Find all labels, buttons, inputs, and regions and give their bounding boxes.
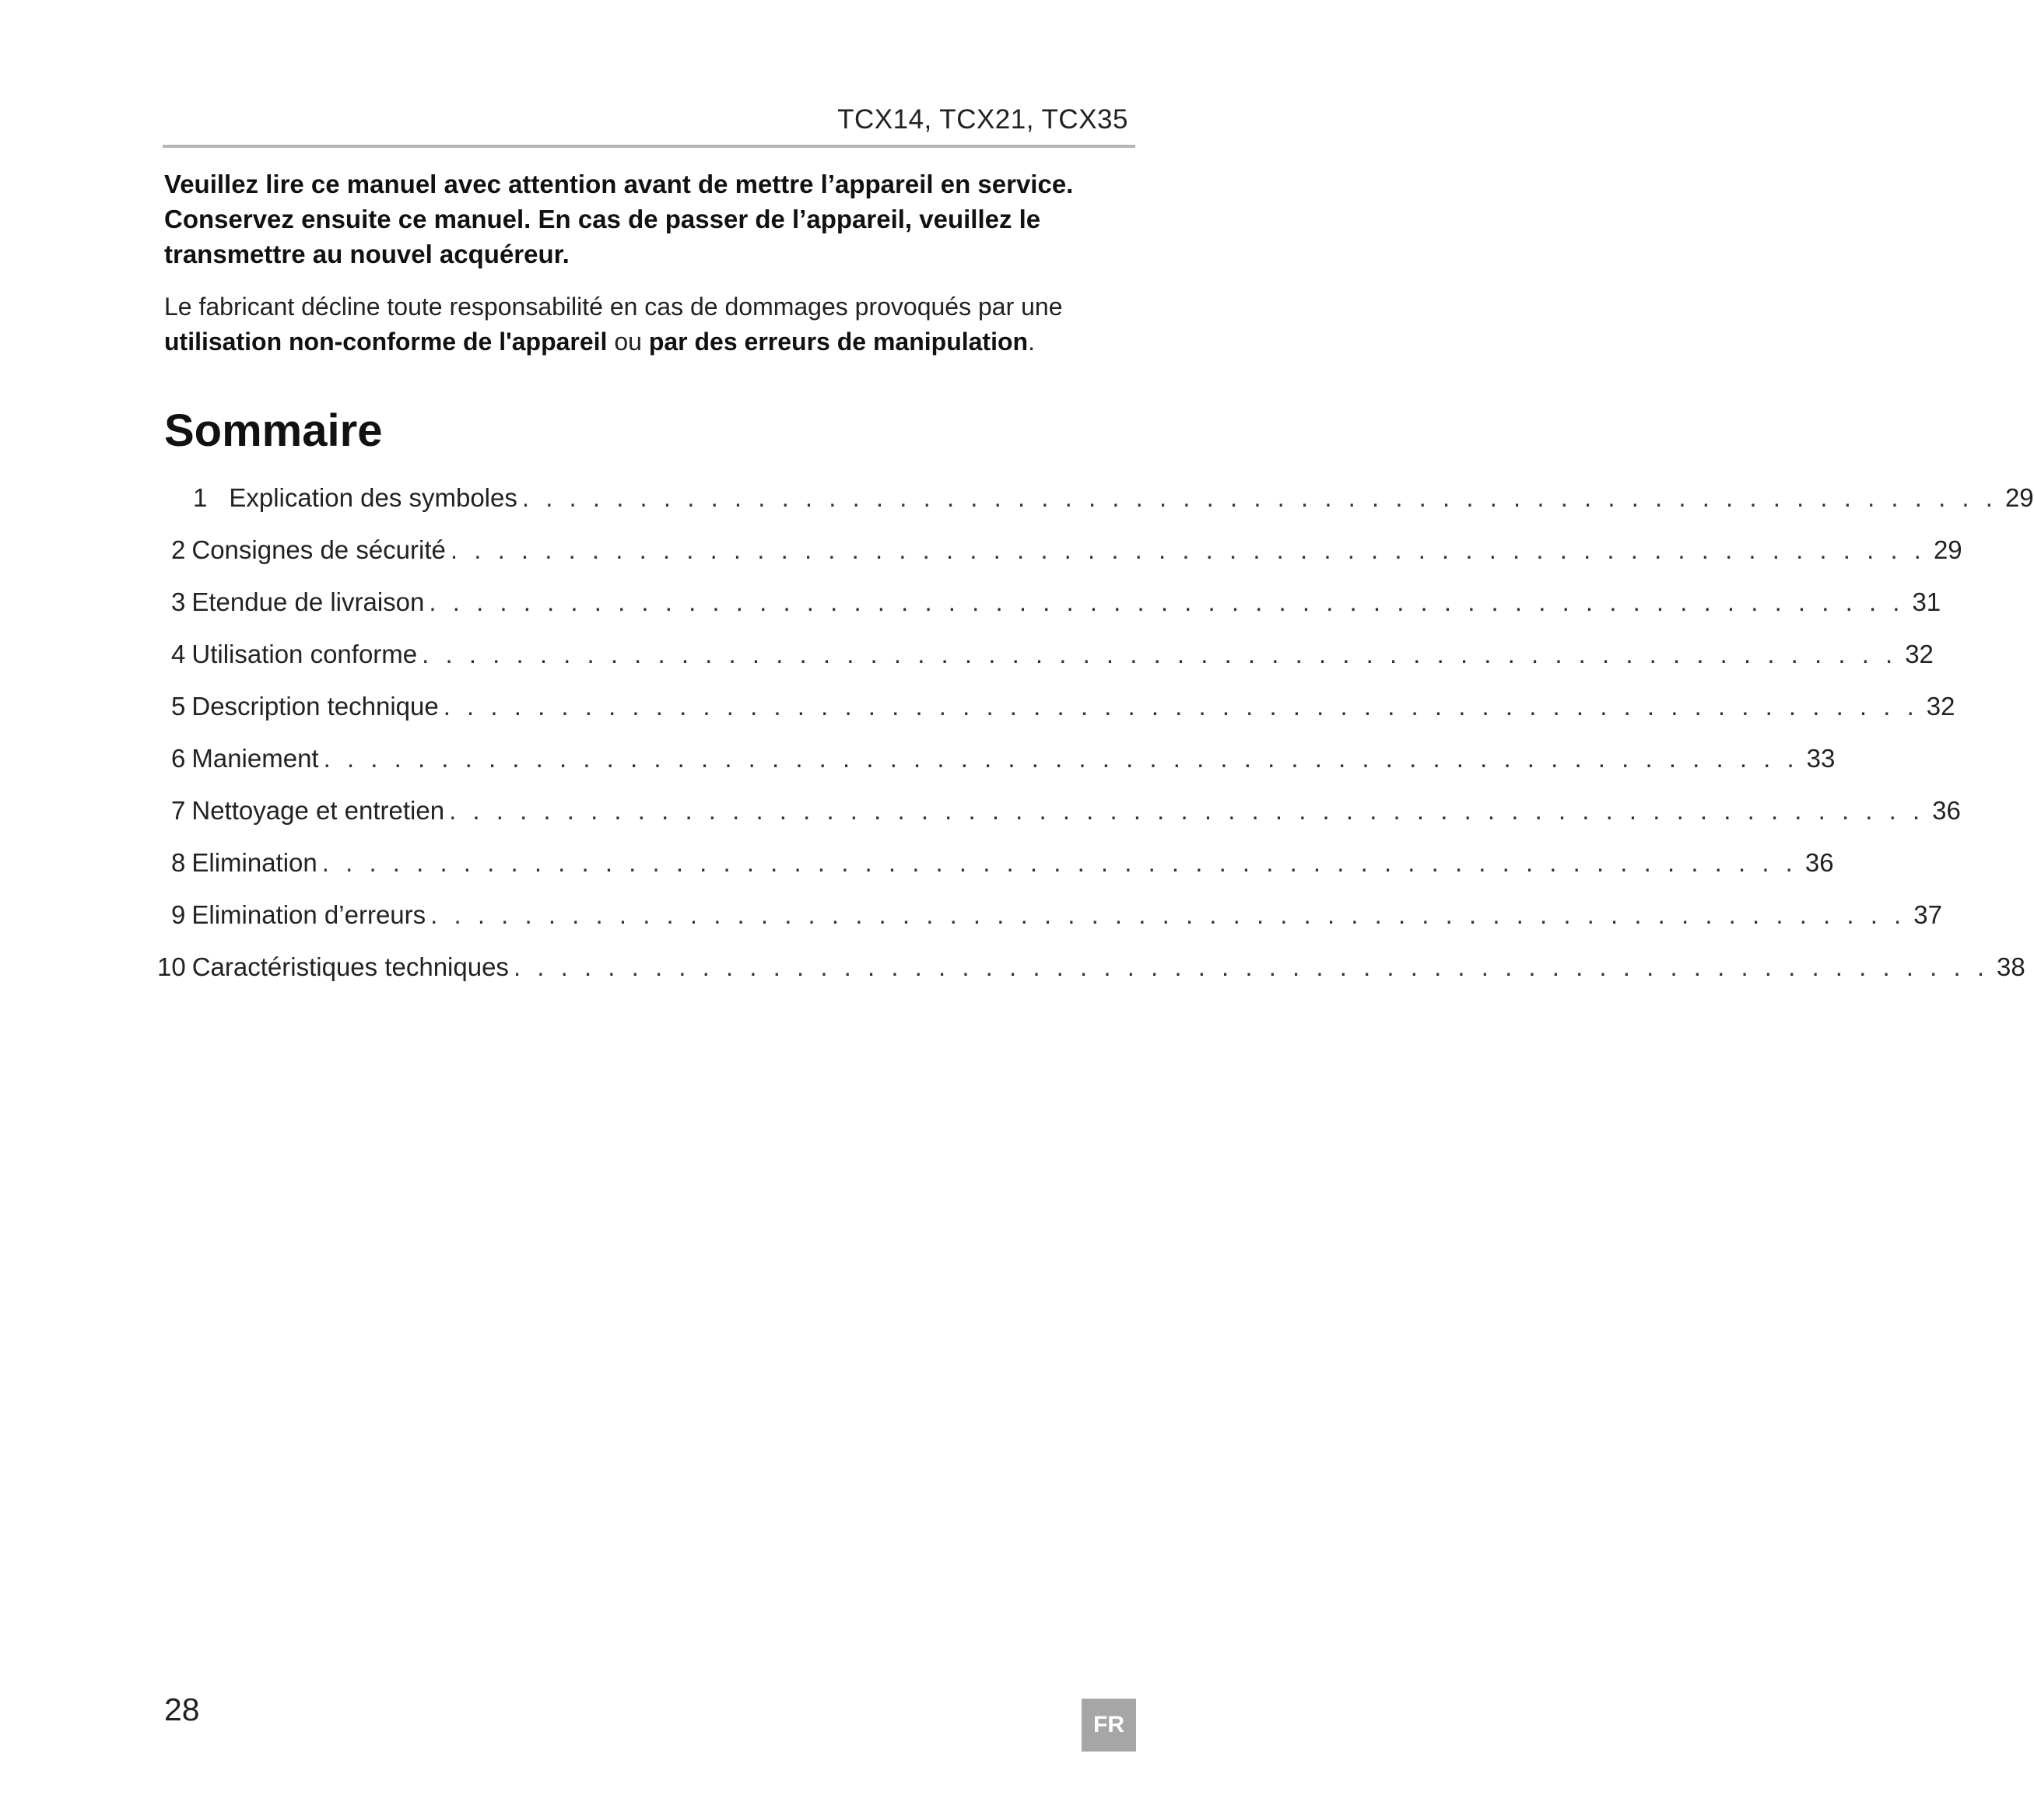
disclaimer-bold-errors: par des erreurs de manipulation xyxy=(648,328,1029,356)
page-number: 28 xyxy=(164,1692,200,1727)
header-models: TCX14, TCX21, TCX35 xyxy=(837,104,1128,135)
toc-entry-label: Elimination d’erreurs xyxy=(191,900,426,929)
toc-entry[interactable] xyxy=(171,742,1836,776)
toc-entry-label: Utilisation conforme xyxy=(191,640,418,668)
toc-entry-page: 36 xyxy=(1804,848,1834,877)
toc-leader-dots: . . . . . . . . . . . . . . . . . . . . . . . . . . . . . . . . . . . . . . . . . . . . . . . . . . . . . . . . . . . . . . . xyxy=(450,535,1926,564)
toc-entry-number: 2 xyxy=(171,535,186,564)
toc-entry-page: 32 xyxy=(1905,640,1934,668)
toc-entry[interactable] xyxy=(171,846,1834,880)
toc-entry-label: Caractéristiques techniques xyxy=(191,952,509,981)
toc-leader-dots: . . . . . . . . . . . . . . . . . . . . . . . . . . . . . . . . . . . . . . . . . . . . . . . . . . . . . . . . . . . . . . . xyxy=(449,796,1925,825)
toc-entry-label: Explication des symboles xyxy=(229,483,517,512)
toc-entry-label: Description technique xyxy=(191,692,439,721)
toc-entry-page: 31 xyxy=(1912,587,1941,616)
toc-leader-dots: . . . . . . . . . . . . . . . . . . . . . . . . . . . . . . . . . . . . . . . . . . . . . . . . . . . . . . . . . . . . . . . xyxy=(513,952,1989,981)
toc-entry[interactable] xyxy=(171,637,1934,672)
toc-leader-dots: . . . . . . . . . . . . . . . . . . . . . . . . . . . . . . . . . . . . . . . . . . . . . . . . . . . . . . . . . . . . . . . xyxy=(429,587,1905,616)
toc-entry[interactable] xyxy=(171,898,1942,932)
disclaimer-end: . xyxy=(1028,328,1035,356)
header-divider xyxy=(163,145,1135,148)
toc-title: Sommaire xyxy=(164,405,383,456)
language-badge: FR xyxy=(1082,1699,1136,1752)
disclaimer-bold-misuse: utilisation non-conforme de l'appareil xyxy=(164,328,608,356)
disclaimer-text-or: ou xyxy=(607,328,649,356)
toc-entry-label: Maniement xyxy=(191,744,319,773)
toc-entry-page: 33 xyxy=(1806,744,1836,773)
toc-entry-number: 3 xyxy=(171,587,186,616)
toc-leader-dots: . . . . . . . . . . . . . . . . . . . . . . . . . . . . . . . . . . . . . . . . . . . . . . . . . . . . . . . . . . . . . . . xyxy=(430,900,1906,929)
toc-entry-label: Consignes de sécurité xyxy=(191,535,446,564)
toc-entry[interactable] xyxy=(171,585,1941,619)
toc-entry[interactable] xyxy=(171,689,1955,724)
liability-disclaimer xyxy=(164,289,1137,359)
toc-entry[interactable] xyxy=(171,794,1961,828)
read-manual-warning: Veuillez lire ce manuel avec attention avant de mettre l’appareil en service. Conservez ensuite ce manuel. En cas de passer de l’appareil, veuillez le transmettre au nouvel acquéreur. xyxy=(164,170,1074,268)
toc-entry[interactable] xyxy=(171,481,2034,515)
toc-entry-page: 37 xyxy=(1913,900,1942,929)
toc-leader-dots: . . . . . . . . . . . . . . . . . . . . . . . . . . . . . . . . . . . . . . . . . . . . . . . . . . . . . . . . . . . . . . . xyxy=(321,848,1797,877)
toc-entry-number: 9 xyxy=(171,900,186,929)
toc-entry-number: 7 xyxy=(171,796,186,825)
toc-entry-number: 8 xyxy=(171,848,186,877)
toc-leader-dots: . . . . . . . . . . . . . . . . . . . . . . . . . . . . . . . . . . . . . . . . . . . . . . . . . . . . . . . . . . . . . . . xyxy=(422,640,1898,668)
toc-entry-page: 29 xyxy=(2004,483,2034,512)
toc-leader-dots: . . . . . . . . . . . . . . . . . . . . . . . . . . . . . . . . . . . . . . . . . . . . . . . . . . . . . . . . . . . . . . . xyxy=(443,692,1919,721)
toc-entry-page: 36 xyxy=(1932,796,1961,825)
toc-entry-number: 10 xyxy=(157,952,186,981)
toc-entry-label: Elimination xyxy=(191,848,317,877)
toc-entry-number: 5 xyxy=(171,692,186,721)
toc-entry-label: Etendue de livraison xyxy=(191,587,425,616)
toc-leader-dots: . . . . . . . . . . . . . . . . . . . . . . . . . . . . . . . . . . . . . . . . . . . . . . . . . . . . . . . . . . . . . . . xyxy=(521,483,1997,512)
toc-entry[interactable] xyxy=(171,533,1962,567)
toc-entry-number: 4 xyxy=(171,640,186,668)
toc-entry-number: 1 xyxy=(193,483,208,512)
toc-leader-dots: . . . . . . . . . . . . . . . . . . . . . . . . . . . . . . . . . . . . . . . . . . . . . . . . . . . . . . . . . . . . . . . xyxy=(323,744,1799,773)
toc-entry-label: Nettoyage et entretien xyxy=(191,796,445,825)
toc-entry-page: 29 xyxy=(1933,535,1962,564)
toc-entry-number: 6 xyxy=(171,744,186,773)
toc-entry-page: 32 xyxy=(1926,692,1955,721)
disclaimer-text: Le fabricant décline toute responsabilité en cas de dommages provoqués par une xyxy=(164,293,1063,321)
toc-entry-page: 38 xyxy=(1997,952,2025,981)
toc-entry[interactable] xyxy=(157,950,2025,984)
